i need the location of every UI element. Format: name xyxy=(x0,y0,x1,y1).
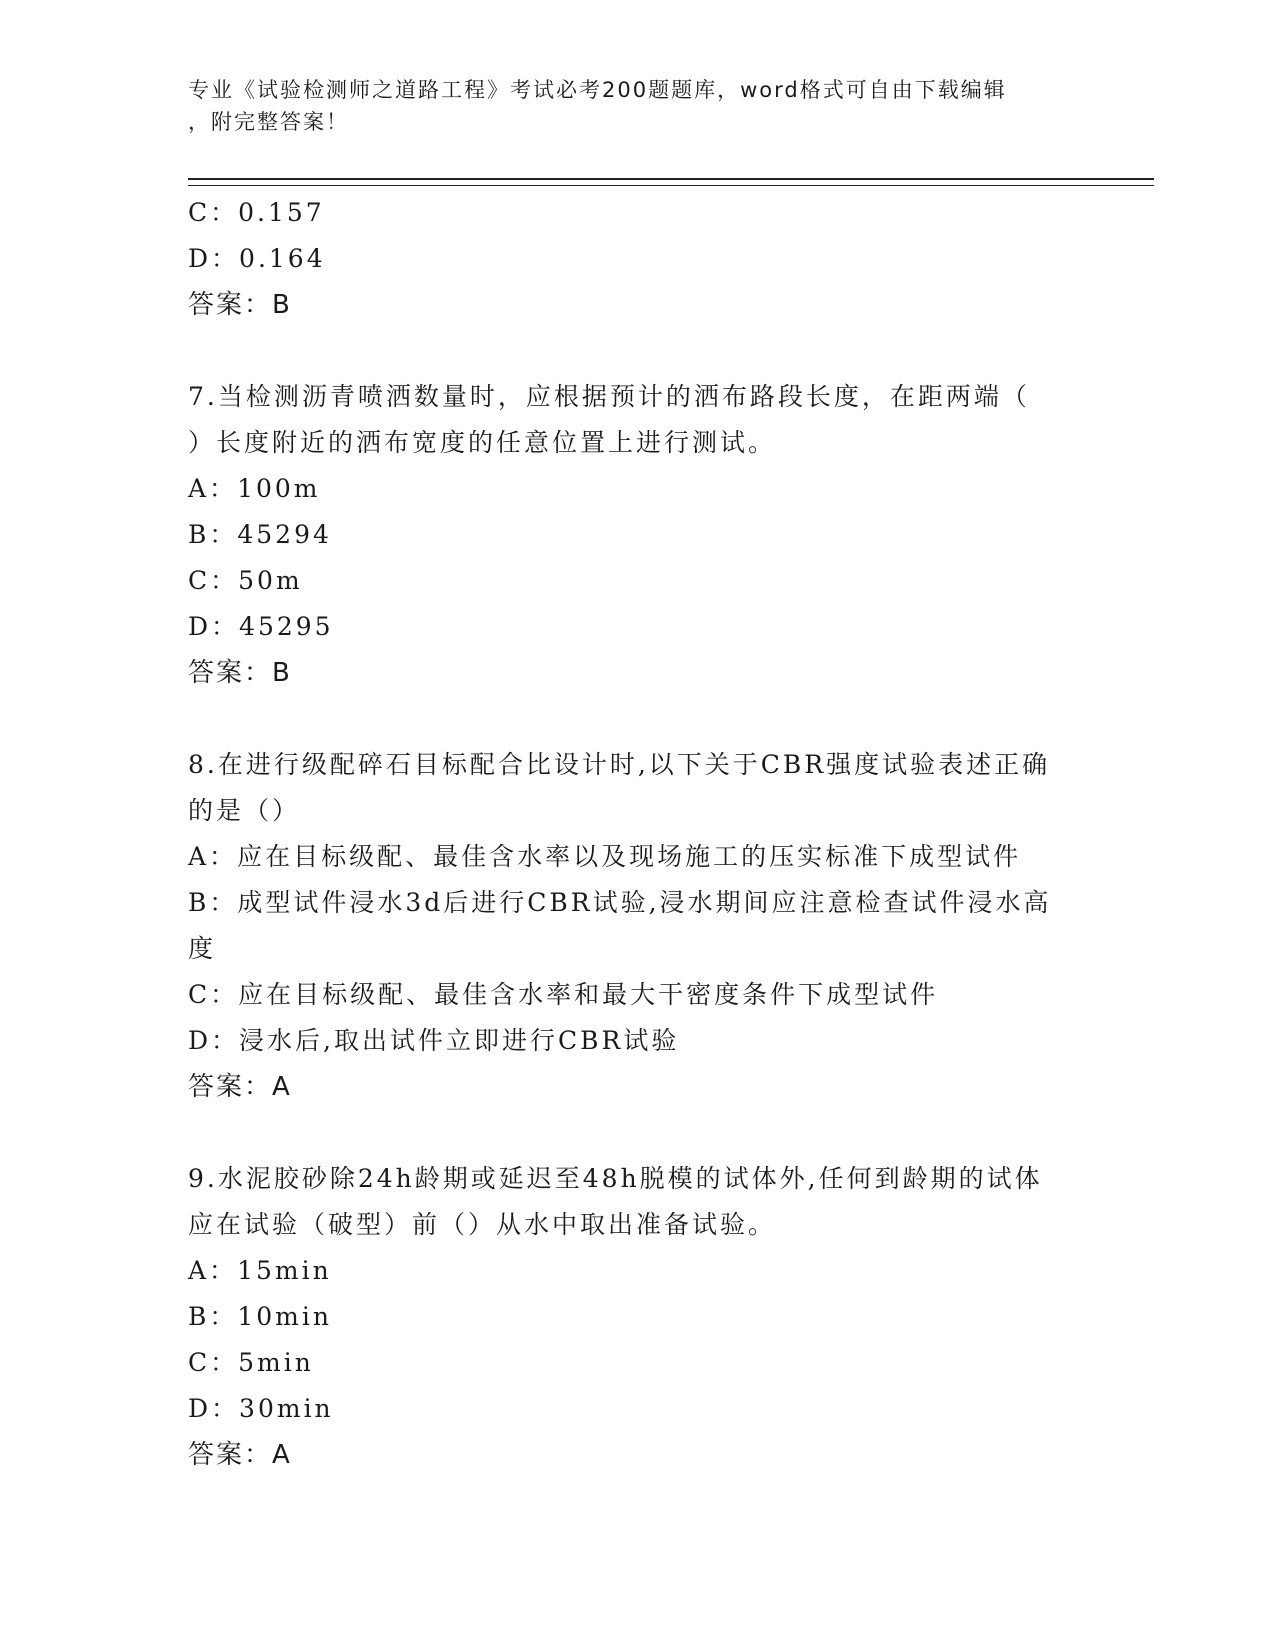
option-label: D： xyxy=(188,1026,240,1055)
document-header xyxy=(188,74,1088,138)
header-title-line-1: 专业《试验检测师之道路工程》考试必考200题题库，word格式可自由下载编辑 xyxy=(188,78,1007,102)
option-c xyxy=(188,972,1088,1018)
question-stem-line-2: 应在试验（破型）前（）从水中取出准备试验。 xyxy=(188,1210,777,1239)
option-b xyxy=(188,880,1088,926)
option-text: 45295 xyxy=(239,612,334,641)
option-label: C： xyxy=(188,980,239,1009)
option-c xyxy=(188,1340,1088,1386)
spacer xyxy=(188,696,1088,742)
option-text: 0.157 xyxy=(238,198,325,227)
option-b-continuation: 度 xyxy=(188,934,217,963)
option-text: 100m xyxy=(237,474,321,503)
previous-question-tail xyxy=(188,190,1088,328)
option-text: 浸水后,取出试件立即进行CBR试验 xyxy=(239,1026,680,1055)
option-label: C： xyxy=(188,1348,239,1377)
option-c xyxy=(188,558,1088,604)
option-label: B： xyxy=(188,888,238,917)
option-b xyxy=(188,1294,1088,1340)
question-stem-line-1: 7.当检测沥青喷洒数量时，应根据预计的洒布路段长度，在距两端（ xyxy=(188,382,1030,411)
option-label: D： xyxy=(188,1394,240,1423)
question-8 xyxy=(188,742,1088,1110)
option-label: B： xyxy=(188,1302,238,1331)
answer-line: 答案：A xyxy=(188,1440,292,1470)
answer-line: 答案：B xyxy=(188,658,292,688)
spacer xyxy=(188,1110,1088,1156)
option-text: 10min xyxy=(237,1302,332,1331)
question-stem-line-1: 9.水泥胶砂除24h龄期或延迟至48h脱模的试体外,任何到龄期的试体 xyxy=(188,1164,1043,1193)
option-d xyxy=(188,1018,1088,1064)
option-label: D： xyxy=(188,244,240,273)
option-label: A： xyxy=(188,474,238,503)
question-list xyxy=(188,190,1088,1478)
question-7 xyxy=(188,374,1088,696)
option-d xyxy=(188,604,1088,650)
option-a xyxy=(188,834,1088,880)
option-text: 30min xyxy=(239,1394,334,1423)
question-stem-line-1: 8.在进行级配碎石目标配合比设计时,以下关于CBR强度试验表述正确 xyxy=(188,750,1051,779)
question-9 xyxy=(188,1156,1088,1478)
question-stem-line-2: 的是（） xyxy=(188,796,301,825)
option-label: A： xyxy=(188,1256,238,1285)
spacer xyxy=(188,328,1088,374)
option-text: 0.164 xyxy=(239,244,326,273)
option-text: 应在目标级配、最佳含水率以及现场施工的压实标准下成型试件 xyxy=(237,842,1022,871)
option-d xyxy=(188,236,1088,282)
option-label: B： xyxy=(188,520,238,549)
option-text: 成型试件浸水3d后进行CBR试验,浸水期间应注意检查试件浸水高 xyxy=(237,888,1052,917)
header-divider xyxy=(188,178,1154,186)
option-label: A： xyxy=(188,842,238,871)
option-text: 15min xyxy=(237,1256,332,1285)
option-label: D： xyxy=(188,612,240,641)
option-b xyxy=(188,512,1088,558)
option-text: 5min xyxy=(238,1348,314,1377)
answer-line: 答案：A xyxy=(188,1072,292,1102)
option-c xyxy=(188,190,1088,236)
option-text: 45294 xyxy=(237,520,332,549)
option-text: 50m xyxy=(238,566,303,595)
option-a xyxy=(188,1248,1088,1294)
header-title-line-2: ，附完整答案！ xyxy=(188,110,349,134)
option-label: C： xyxy=(188,198,239,227)
answer-line: 答案：B xyxy=(188,290,292,320)
option-label: C： xyxy=(188,566,239,595)
option-a xyxy=(188,466,1088,512)
question-stem-line-2: ）长度附近的洒布宽度的任意位置上进行测试。 xyxy=(188,428,777,457)
option-d xyxy=(188,1386,1088,1432)
option-text: 应在目标级配、最佳含水率和最大干密度条件下成型试件 xyxy=(238,980,939,1009)
